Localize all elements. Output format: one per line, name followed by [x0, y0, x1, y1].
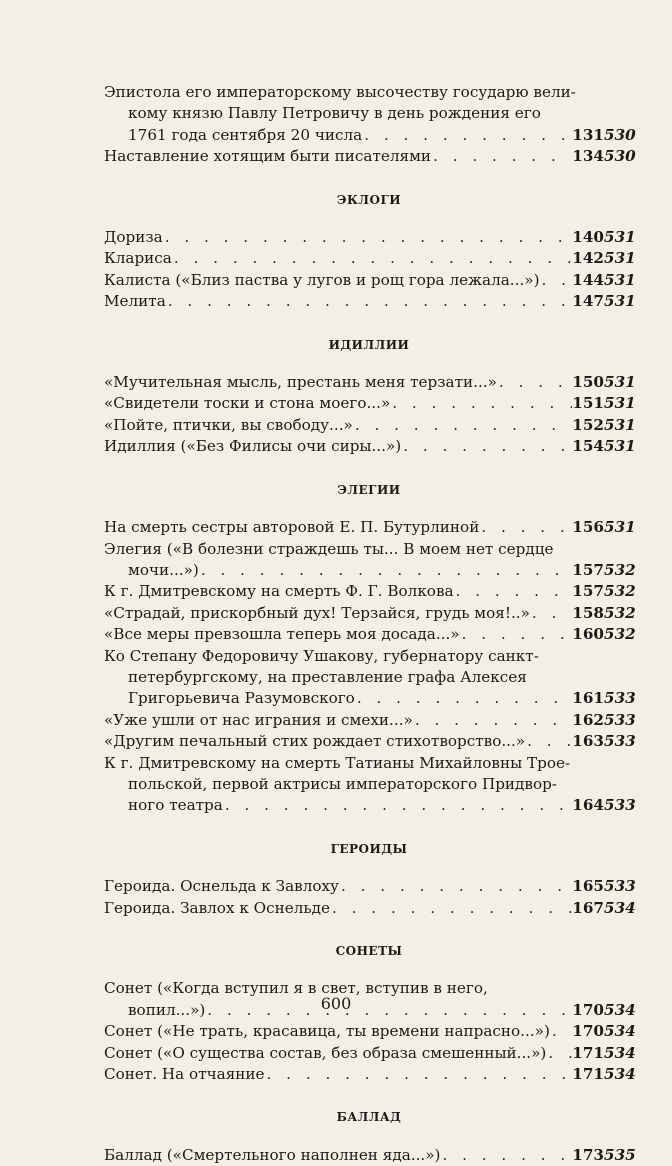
entry-title: 1761 года сентября 20 числа: [128, 125, 363, 144]
notes-page-ref: 533: [604, 710, 636, 729]
dot-leader: [546, 1043, 572, 1064]
dot-leader: [199, 560, 572, 581]
section-title: ИДИЛЛИИ: [328, 337, 410, 352]
dot-leader: [440, 1145, 572, 1166]
dot-leader: [163, 227, 572, 248]
notes-page-ref: 533: [604, 796, 636, 815]
dot-leader: [265, 1064, 572, 1085]
notes-page-ref: 531: [604, 373, 636, 392]
toc-entry: [104, 1145, 634, 1166]
page-ref: 167: [572, 898, 604, 917]
notes-page-ref: 530: [604, 147, 636, 166]
section-title: ГЕРОИДЫ: [330, 841, 408, 856]
section-title: СОНЕТЫ: [335, 944, 403, 958]
notes-page-ref: 531: [604, 415, 636, 434]
entry-title-line: Ко Степану Федоровичу Ушакову, губернатору санкт-: [104, 646, 539, 665]
toc-entry: [104, 1064, 634, 1085]
entry-title-line: Элегия («В болезни страждешь ты... В моем нет сердце: [104, 539, 554, 558]
toc-entry: [104, 539, 634, 582]
entry-title: «Пойте, птички, вы свободу...»: [104, 415, 353, 434]
entry-title: «Свидетели тоски и стона моего...»: [104, 394, 391, 413]
toc-entry: [104, 82, 634, 146]
notes-page-ref: 535: [604, 1145, 636, 1164]
notes-page-ref: 534: [604, 1000, 636, 1019]
entry-title-line: К г. Дмитревскому на смерть Татианы Михайловны Трое-: [104, 753, 571, 772]
entry-title: Дориза: [104, 228, 163, 247]
page-ref: 134: [572, 147, 604, 166]
entry-title: Калиста («Близ паства у лугов и рощ гора лежала...»): [104, 270, 540, 289]
page-ref: 144: [572, 270, 604, 289]
notes-page-ref: 531: [604, 249, 636, 268]
dot-leader: [530, 603, 572, 624]
page-ref: 170: [572, 1022, 604, 1041]
notes-page-ref: 534: [604, 898, 636, 917]
toc-entry: [104, 372, 634, 393]
page-ref: 157: [572, 582, 604, 601]
page-ref: 140: [572, 228, 604, 247]
page-ref: 142: [572, 249, 604, 268]
notes-page-ref: 531: [604, 270, 636, 289]
page-ref: 150: [572, 373, 604, 392]
toc-entry: [104, 646, 634, 710]
toc-entry: [104, 436, 634, 457]
page-ref: 170: [572, 1000, 604, 1019]
toc-entry: [104, 517, 634, 538]
toc-entry: [104, 1043, 634, 1064]
toc-entry: [104, 227, 634, 248]
dot-leader: [172, 248, 572, 269]
dot-leader: [330, 898, 572, 919]
notes-page-ref: 532: [604, 560, 636, 579]
toc-entry: [104, 753, 634, 817]
entry-title: Сонет. На отчаяние: [104, 1065, 265, 1084]
notes-page-ref: 533: [604, 689, 636, 708]
entry-title: «Все меры превзошла теперь моя досада...»: [104, 625, 460, 644]
entry-title: Идиллия («Без Филисы очи сиры...»): [104, 437, 402, 456]
entry-title: Баллад («Смертельного наполнен яда...»): [104, 1145, 441, 1164]
toc-entry: [104, 581, 634, 602]
toc-entry: [104, 731, 634, 752]
dot-leader: [479, 517, 572, 538]
entry-title-line: петербургскому, на преставление графа Алексея: [128, 667, 527, 686]
dot-leader: [525, 731, 572, 752]
page-ref: 163: [572, 732, 604, 751]
dot-leader: [460, 624, 572, 645]
page-ref: 157: [572, 560, 604, 579]
dot-leader: [339, 876, 572, 897]
page-ref: 156: [572, 518, 604, 537]
entry-title: Героида. Оснельда к Завлоху: [104, 877, 339, 896]
dot-leader: [454, 581, 572, 602]
toc-entry: [104, 415, 634, 436]
dot-leader: [431, 146, 572, 167]
notes-page-ref: 530: [604, 125, 636, 144]
notes-page-ref: 532: [604, 625, 636, 644]
entry-title: Сонет («О существа состав, без образа смешенный...»): [104, 1043, 547, 1062]
toc-section: [104, 839, 634, 919]
dot-leader: [362, 125, 572, 146]
page-ref: 152: [572, 415, 604, 434]
page-ref: 171: [572, 1043, 604, 1062]
entry-title-line: Сонет («Когда вступил я в свет, вступив в него,: [104, 979, 488, 998]
dot-leader: [540, 270, 572, 291]
entry-title: Наставление хотящим быти писателями: [104, 147, 432, 166]
toc-section: [104, 480, 634, 817]
page-ref: 164: [572, 796, 604, 815]
entry-title: «Другим печальный стих рождает стихотворство...»: [104, 732, 526, 751]
toc-entry: [104, 624, 634, 645]
section-title: ЭЛЕГИИ: [337, 482, 401, 497]
page-ref: 154: [572, 437, 604, 456]
notes-page-ref: 532: [604, 603, 636, 622]
dot-leader: [390, 393, 572, 414]
toc-entry: [104, 248, 634, 269]
toc-entry: [104, 898, 634, 919]
entry-title: «Мучительная мысль, престань меня терзати...»: [104, 373, 497, 392]
page-ref: 165: [572, 877, 604, 896]
page-ref: 147: [572, 292, 604, 311]
page-ref: 171: [572, 1065, 604, 1084]
entry-title-line: польской, первой актрисы императорского Придвор-: [128, 774, 557, 793]
toc-section: [104, 190, 634, 313]
section-title: БАЛЛАД: [336, 1110, 402, 1125]
toc-entry: [104, 146, 634, 167]
notes-page-ref: 531: [604, 228, 636, 247]
toc-section: [104, 335, 634, 458]
notes-page-ref: 531: [604, 437, 636, 456]
notes-page-ref: 531: [604, 292, 636, 311]
notes-page-ref: 534: [604, 1043, 636, 1062]
entry-title: Григорьевича Разумовского: [128, 689, 355, 708]
notes-page-ref: 534: [604, 1065, 636, 1084]
page-ref: 162: [572, 710, 604, 729]
notes-page-ref: 533: [604, 732, 636, 751]
dot-leader: [497, 372, 572, 393]
toc-section: [104, 941, 634, 1085]
notes-page-ref: 533: [604, 877, 636, 896]
entry-title: мочи...»): [128, 560, 199, 579]
notes-page-ref: 532: [604, 582, 636, 601]
page-ref: 173: [572, 1145, 604, 1164]
dot-leader: [223, 795, 572, 816]
toc-entry: [104, 1021, 634, 1042]
toc-section: [104, 82, 634, 168]
section-title: ЭКЛОГИ: [336, 192, 402, 207]
entry-title: Мелита: [104, 292, 166, 311]
entry-title: ного театра: [128, 796, 223, 815]
notes-page-ref: 534: [604, 1022, 636, 1041]
page-ref: 151: [572, 394, 604, 413]
toc-entry: [104, 603, 634, 624]
dot-leader: [401, 436, 572, 457]
entry-title-line: Эпистола его императорскому высочеству государю вели-: [104, 83, 576, 101]
dot-leader: [355, 688, 572, 709]
toc-entry: [104, 270, 634, 291]
toc-entry: [104, 876, 634, 897]
dot-leader: [353, 415, 572, 436]
page-ref: 158: [572, 603, 604, 622]
notes-page-ref: 531: [604, 518, 636, 537]
toc-section: [104, 1107, 634, 1166]
entry-title: «Страдай, прискорбный дух! Терзайся, грудь моя!..»: [104, 603, 530, 622]
toc-entry: [104, 291, 634, 312]
page-number: 600: [320, 994, 352, 1013]
toc-entry: [104, 393, 634, 414]
toc-entry: [104, 710, 634, 731]
entry-title: «Уже ушли от нас играния и смехи...»: [104, 710, 413, 729]
entry-title: Клариса: [104, 249, 172, 268]
dot-leader: [413, 710, 572, 731]
entry-title-line: кому князю Павлу Петровичу в день рождения его: [128, 104, 541, 123]
entry-title: На смерть сестры авторовой Е. П. Бутурлиной: [104, 518, 480, 537]
dot-leader: [550, 1021, 572, 1042]
dot-leader: [166, 291, 572, 312]
entry-title: Героида. Завлох к Оснельде: [104, 898, 330, 917]
page-ref: 160: [572, 625, 604, 644]
entry-title: вопил...»): [128, 1000, 206, 1019]
notes-page-ref: 531: [604, 394, 636, 413]
entry-title: Сонет («Не трать, красавица, ты времени напрасно...»): [104, 1022, 550, 1041]
entry-title: К г. Дмитревскому на смерть Ф. Г. Волкова: [104, 582, 454, 601]
page-ref: 131: [572, 125, 604, 144]
page-ref: 161: [572, 689, 604, 708]
